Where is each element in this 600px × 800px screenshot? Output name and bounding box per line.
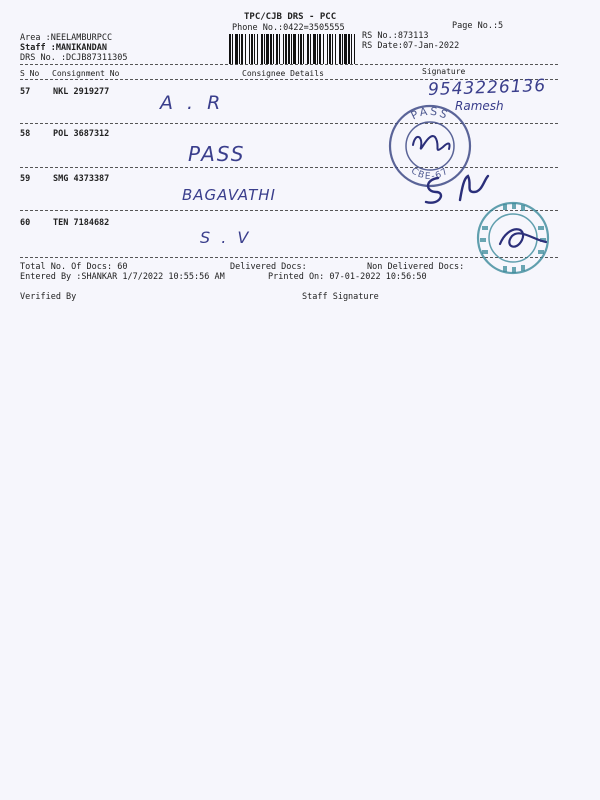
rs-number: RS No.:873113 bbox=[362, 31, 429, 41]
delivered-docs: Delivered Docs: bbox=[230, 262, 307, 272]
row-consignment-no: POL 3687312 bbox=[53, 129, 110, 139]
col-header-consignment: Consignment No bbox=[52, 69, 120, 78]
non-delivered-docs: Non Delivered Docs: bbox=[367, 262, 465, 272]
drs-number: DRS No. :DCJB87311305 bbox=[20, 53, 128, 63]
verified-by: Verified By bbox=[20, 292, 77, 302]
phone-number: Phone No.:0422=3505555 bbox=[232, 23, 345, 33]
col-header-signature: Signature bbox=[422, 67, 466, 76]
staff-signature: Staff Signature bbox=[302, 292, 379, 302]
area-field: Area :NEELAMBURPCC bbox=[20, 33, 113, 43]
handwritten-consignee: BAGAVATHI bbox=[182, 186, 276, 204]
handwritten-consignee: S . V bbox=[200, 228, 252, 247]
staff-field: Staff :MANIKANDAN bbox=[20, 43, 107, 53]
stamp-top-text: PASS bbox=[408, 104, 452, 123]
row-consignment-no: SMG 4373387 bbox=[53, 174, 110, 184]
printed-on: Printed On: 07-01-2022 10:56:50 bbox=[268, 272, 427, 282]
row-consignment-no: NKL 2919277 bbox=[53, 87, 110, 97]
col-header-sno: S No bbox=[20, 69, 40, 78]
stamp-bottom-text: CBE-67 bbox=[408, 166, 452, 183]
col-header-consignee: Consignee Details bbox=[242, 69, 324, 78]
barcode bbox=[229, 34, 355, 64]
row-sno: 57 bbox=[20, 87, 31, 97]
rs-date: RS Date:07-Jan-2022 bbox=[362, 41, 460, 51]
handwritten-phone: 9543226136 bbox=[427, 75, 547, 101]
document-title: TPC/CJB DRS - PCC bbox=[244, 12, 337, 22]
row-sno: 60 bbox=[20, 218, 31, 228]
svg-text:PASS bbox=[409, 105, 451, 123]
handwritten-name: Ramesh bbox=[455, 99, 504, 113]
row-consignment-no: TEN 7184682 bbox=[53, 218, 110, 228]
handwritten-consignee: PASS bbox=[188, 142, 246, 166]
row-sno: 59 bbox=[20, 174, 31, 184]
total-docs: Total No. Of Docs: 60 bbox=[20, 262, 128, 272]
row-sno: 58 bbox=[20, 129, 31, 139]
handwritten-consignee: A . R bbox=[160, 92, 225, 114]
page-number: Page No.:5 bbox=[452, 21, 504, 31]
entered-by: Entered By :SHANKAR 1/7/2022 10:55:56 AM bbox=[20, 272, 225, 282]
delivery-stamp bbox=[472, 200, 554, 276]
